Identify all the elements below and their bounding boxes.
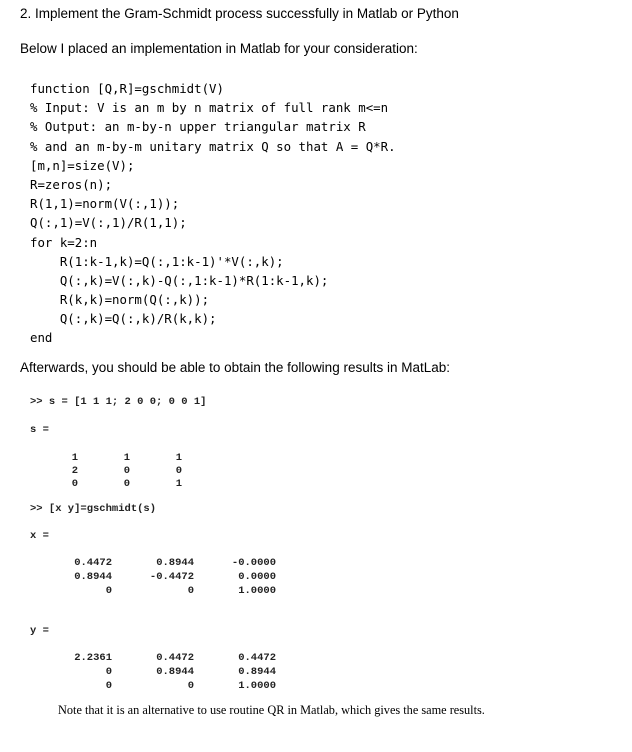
matrix-cell: 0 [175,465,182,477]
code-line: % and an m-by-m unitary matrix Q so that A = Q*R. [30,138,396,154]
matrix-cell: -0.0000 [231,557,276,569]
console-command-s: >> s = [1 1 1; 2 0 0; 0 0 1] [30,396,207,408]
matrix-cell: 0.4472 [74,557,112,569]
question-heading: 2. Implement the Gram-Schmidt process successfully in Matlab or Python [20,6,459,21]
matrix-cell: 0.0000 [238,571,276,583]
code-line: end [30,330,53,346]
code-line: Q(:,k)=V(:,k)-Q(:,1:k-1)*R(1:k-1,k); [30,272,329,288]
matrix-cell: 1 [175,452,182,464]
matrix-cell: 0.8944 [156,557,194,569]
matrix-cell: 0 [123,465,130,477]
matrix-cell: 0.4472 [156,652,194,664]
matrix-cell: 0.8944 [74,571,112,583]
matrix-cell: 2 [71,465,78,477]
code-line: % Input: V is an m by n matrix of full rank m<=n [30,100,389,116]
matrix-cell: 0 [71,478,78,490]
matrix-cell: 0 [187,680,194,692]
code-line: % Output: an m-by-n upper triangular matrix R [30,119,366,135]
code-line: [m,n]=size(V); [30,157,135,173]
matrix-cell: 1 [123,452,130,464]
y-label: y = [30,625,49,637]
matlab-code-block [30,79,396,348]
code-line: Q(:,1)=V(:,1)/R(1,1); [30,215,187,231]
s-label: s = [30,424,49,436]
matrix-cell: 0 [123,478,130,490]
console-command-gschmidt: >> [x y]=gschmidt(s) [30,503,157,515]
code-line: R(k,k)=norm(Q(:,k)); [30,292,210,308]
matrix-cell: 1 [175,478,182,490]
matrix-cell: 1.0000 [238,680,276,692]
note-paragraph: Note that it is an alternative to use routine QR in Matlab, which gives the same results. [58,703,485,717]
x-label: x = [30,530,49,542]
matrix-cell: 0 [105,666,112,678]
matrix-cell: 0 [105,585,112,597]
matrix-cell: 2.2361 [74,652,112,664]
matrix-cell: -0.4472 [149,571,194,583]
code-line: R(1,1)=norm(V(:,1)); [30,196,180,212]
matrix-cell: 0.4472 [238,652,276,664]
code-line: for k=2:n [30,234,98,250]
matrix-cell: 0.8944 [238,666,276,678]
code-line: function [Q,R]=gschmidt(V) [30,81,224,96]
afterwards-text: Afterwards, you should be able to obtain the following results in MatLab: [20,360,451,375]
matrix-cell: 0.8944 [156,666,194,678]
code-line: R(1:k-1,k)=Q(:,1:k-1)'*V(:,k); [30,253,284,269]
matrix-cell: 0 [105,680,112,692]
code-line: R=zeros(n); [30,176,113,192]
code-line: Q(:,k)=Q(:,k)/R(k,k); [30,311,217,327]
matrix-cell: 1.0000 [238,585,276,597]
intro-text: Below I placed an implementation in Matlab for your consideration: [20,41,418,56]
matrix-cell: 0 [187,585,194,597]
matrix-cell: 1 [71,452,78,464]
